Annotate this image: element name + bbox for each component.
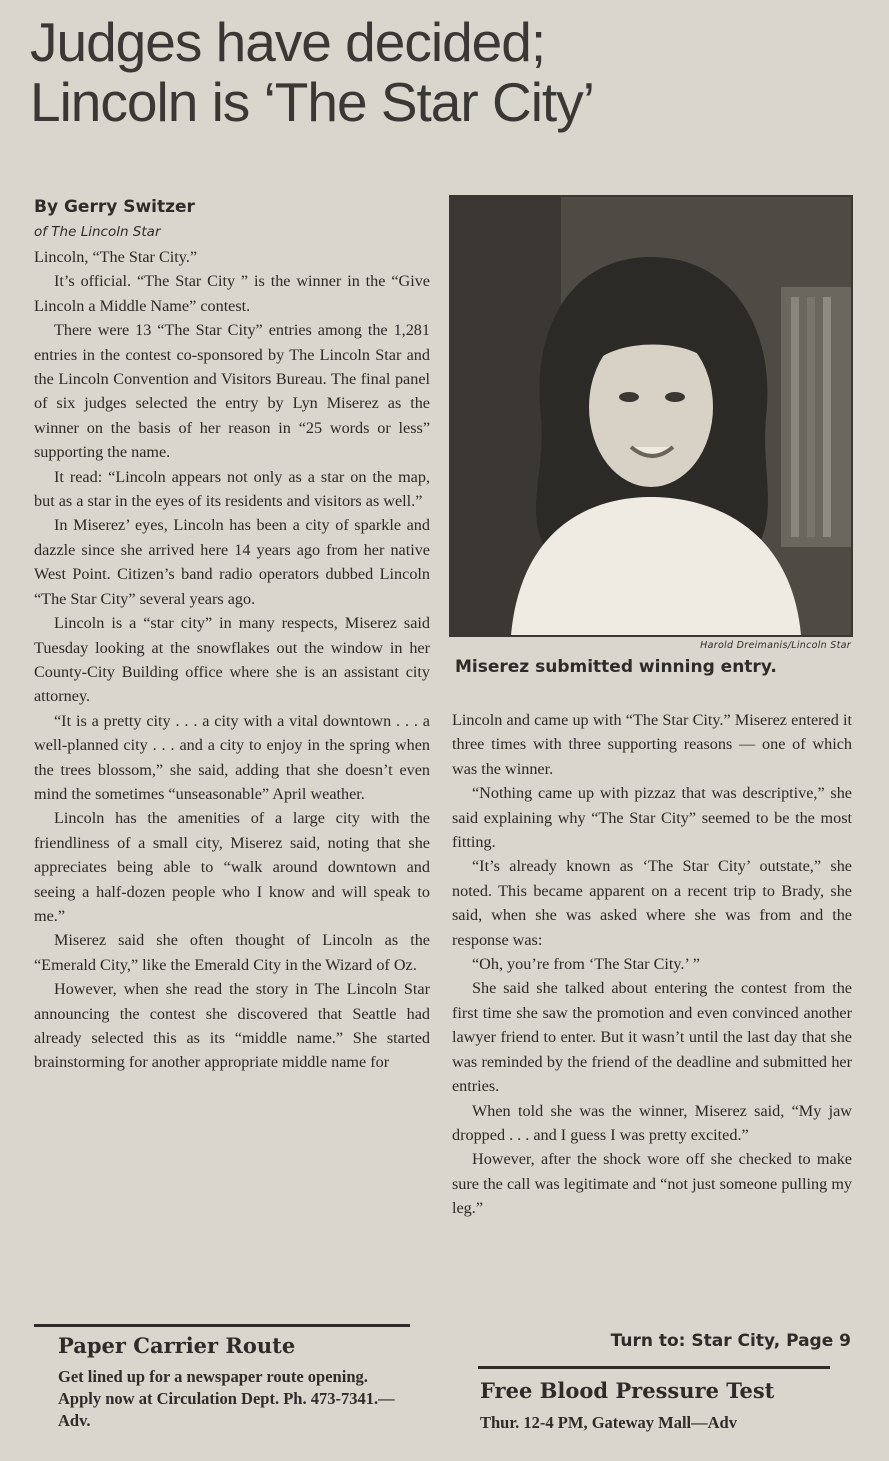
- headline-line-2: Lincoln is ‘The Star City’: [30, 71, 594, 133]
- paragraph: “It is a pretty city . . . a city with a vital downtown . . . a well-planned city . . . and a city to enjoy in the spring when the trees blossom,” she said, adding that she doesn’t even mind the sometimes “unseasonable” April weather.: [34, 711, 430, 803]
- article-column-2: [452, 708, 852, 1221]
- paragraph: Lincoln, “The Star City.”: [34, 248, 198, 266]
- blood-pressure-ad-title: Free Blood Pressure Test: [480, 1378, 775, 1403]
- paragraph: However, when she read the story in The Lincoln Star announcing the contest she discovered that Seattle had already selected this as its “middle name.” She started brainstorming for another appropriate middle name for: [34, 980, 430, 1072]
- paragraph: Lincoln and came up with “The Star City.” Miserez entered it three times with three supporting reasons — one of which was the winner.: [452, 711, 852, 778]
- paragraph: Miserez said she often thought of Lincoln as the “Emerald City,” like the Emerald City in the Wizard of Oz.: [34, 931, 430, 974]
- carrier-ad-title: Paper Carrier Route: [58, 1333, 296, 1358]
- paragraph: When told she was the winner, Miserez said, “My jaw dropped . . . and I guess I was pretty excited.”: [452, 1101, 852, 1144]
- headline-line-1: Judges have decided;: [30, 11, 546, 73]
- carrier-ad-body: Get lined up for a newspaper route opening. Apply now at Circulation Dept. Ph. 473-7341.—Adv.: [58, 1367, 395, 1430]
- paragraph: Lincoln has the amenities of a large city with the friendliness of a small city, Miserez said, noting that she appreciates being able to “walk around downtown and seeing a half-dozen people who I know and will speak to me.”: [34, 809, 430, 925]
- ad-rule-left: [34, 1324, 410, 1327]
- photo-caption: Miserez submitted winning entry.: [455, 657, 777, 677]
- paragraph: “Nothing came up with pizzaz that was descriptive,” she said explaining why “The Star City” seemed to be the most fitting.: [452, 784, 852, 852]
- article-column-1: [34, 245, 430, 1075]
- byline-affiliation: of The Lincoln Star: [34, 224, 161, 240]
- portrait-photo: [449, 195, 853, 637]
- photo-credit: Harold Dreimanis/Lincoln Star: [700, 640, 851, 651]
- byline: By Gerry Switzer: [34, 197, 195, 217]
- paragraph: In Miserez’ eyes, Lincoln has been a city of sparkle and dazzle since she arrived here 14 years ago from her native West Point. Citizen’s band radio operators dubbed Lincoln “The Star City” several years ago.: [34, 516, 430, 608]
- blood-pressure-ad-body: Thur. 12-4 PM, Gateway Mall—Adv: [480, 1413, 737, 1432]
- paragraph: Lincoln is a “star city” in many respects, Miserez said Tuesday looking at the snowflakes out the window in her County-City Building office where she is an assistant city attorney.: [34, 614, 430, 706]
- portrait-illustration: [451, 197, 851, 635]
- ad-rule-right: [478, 1366, 830, 1369]
- paragraph: “Oh, you’re from ‘The Star City.’ ”: [472, 955, 700, 974]
- jump-line: Turn to: Star City, Page 9: [610, 1331, 851, 1351]
- paragraph: There were 13 “The Star City” entries among the 1,281 entries in the contest co-sponsored by The Lincoln Star and the Lincoln Convention and Visitors Bureau. The final panel of six judges selected the entry by Lyn Miserez as the winner on the basis of her reason in “25 words or less” supporting the name.: [34, 321, 430, 462]
- paragraph: However, after the shock wore off she checked to make sure the call was legitimate and “not just someone pulling my leg.”: [452, 1150, 852, 1218]
- paragraph: “It’s already known as ‘The Star City’ outstate,” she noted. This became apparent on a recent trip to Brady, she said, when she was asked where she was from and the response was:: [452, 857, 852, 949]
- headline: [30, 12, 870, 132]
- paragraph: It read: “Lincoln appears not only as a star on the map, but as a star in the eyes of its residents and visitors as well.”: [34, 467, 430, 511]
- paragraph: It’s official. “The Star City ” is the winner in the “Give Lincoln a Middle Name” contest.: [34, 272, 430, 315]
- paragraph: She said she talked about entering the contest from the first time she saw the promotion and even convinced another lawyer friend to enter. But it wasn’t until the last day that she was reminded by the friend of the deadline and submitted her entries.: [452, 979, 852, 1096]
